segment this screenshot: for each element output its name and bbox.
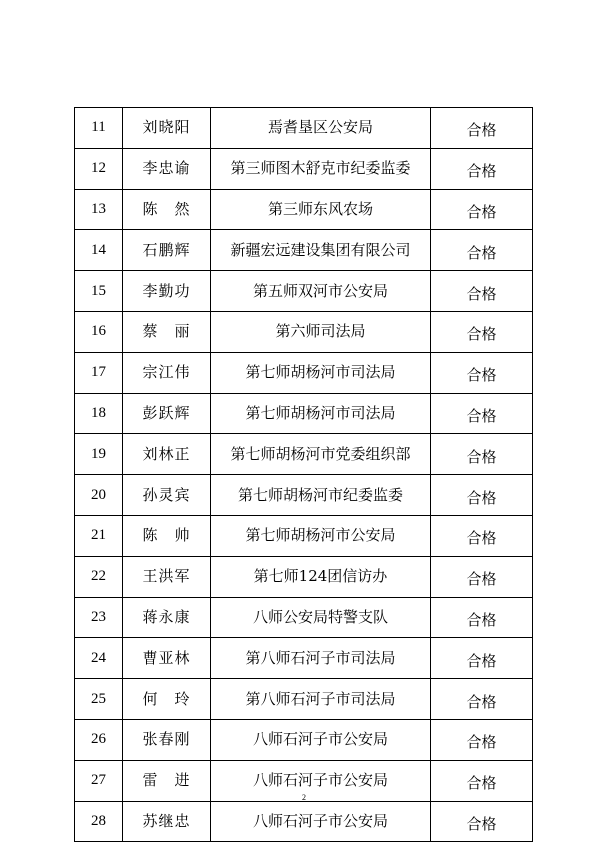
row-number: 25 xyxy=(75,679,123,720)
row-number: 12 xyxy=(75,148,123,189)
work-unit: 第八师石河子市司法局 xyxy=(211,638,431,679)
table-row xyxy=(75,475,533,516)
work-unit: 第七师胡杨河市司法局 xyxy=(211,352,431,393)
table-row xyxy=(75,271,533,312)
row-number: 28 xyxy=(75,801,123,842)
result-status: 合格 xyxy=(431,719,533,760)
result-status: 合格 xyxy=(431,352,533,393)
result-status: 合格 xyxy=(431,475,533,516)
table-row xyxy=(75,638,533,679)
result-status: 合格 xyxy=(431,311,533,352)
result-status: 合格 xyxy=(431,230,533,271)
person-name: 李勤功 xyxy=(123,271,211,312)
row-number: 18 xyxy=(75,393,123,434)
person-name: 蒋永康 xyxy=(123,597,211,638)
result-status: 合格 xyxy=(431,556,533,597)
person-name: 张春刚 xyxy=(123,719,211,760)
row-number: 23 xyxy=(75,597,123,638)
person-name: 刘晓阳 xyxy=(123,108,211,149)
work-unit: 第六师司法局 xyxy=(211,311,431,352)
person-name: 蔡 丽 xyxy=(123,311,211,352)
row-number: 24 xyxy=(75,638,123,679)
row-number: 20 xyxy=(75,475,123,516)
result-status: 合格 xyxy=(431,271,533,312)
result-status: 合格 xyxy=(431,108,533,149)
roster-table-body xyxy=(75,108,533,842)
result-status: 合格 xyxy=(431,679,533,720)
row-number: 16 xyxy=(75,311,123,352)
page-number: 2 xyxy=(302,793,306,802)
work-unit: 焉耆垦区公安局 xyxy=(211,108,431,149)
table-row xyxy=(75,597,533,638)
person-name: 陈 然 xyxy=(123,189,211,230)
work-unit: 八师石河子市公安局 xyxy=(211,760,431,801)
person-name: 刘林正 xyxy=(123,434,211,475)
person-name: 石鹏辉 xyxy=(123,230,211,271)
table-row xyxy=(75,801,533,842)
work-unit: 第七师胡杨河市公安局 xyxy=(211,515,431,556)
result-status: 合格 xyxy=(431,434,533,475)
work-unit: 八师石河子市公安局 xyxy=(211,719,431,760)
result-status: 合格 xyxy=(431,760,533,801)
row-number: 13 xyxy=(75,189,123,230)
result-status: 合格 xyxy=(431,148,533,189)
work-unit: 第八师石河子市司法局 xyxy=(211,679,431,720)
result-status: 合格 xyxy=(431,393,533,434)
row-number: 14 xyxy=(75,230,123,271)
table-row xyxy=(75,556,533,597)
result-status: 合格 xyxy=(431,597,533,638)
row-number: 19 xyxy=(75,434,123,475)
work-unit: 第三师图木舒克市纪委监委 xyxy=(211,148,431,189)
row-number: 26 xyxy=(75,719,123,760)
work-unit: 八师石河子市公安局 xyxy=(211,801,431,842)
person-name: 何 玲 xyxy=(123,679,211,720)
row-number: 21 xyxy=(75,515,123,556)
row-number: 11 xyxy=(75,108,123,149)
person-name: 孙灵宾 xyxy=(123,475,211,516)
work-unit: 第七师胡杨河市纪委监委 xyxy=(211,475,431,516)
work-unit: 第七师胡杨河市党委组织部 xyxy=(211,434,431,475)
table-row xyxy=(75,515,533,556)
person-name: 陈 帅 xyxy=(123,515,211,556)
result-status: 合格 xyxy=(431,189,533,230)
table-row xyxy=(75,679,533,720)
work-unit: 第五师双河市公安局 xyxy=(211,271,431,312)
result-status: 合格 xyxy=(431,515,533,556)
person-name: 李忠谕 xyxy=(123,148,211,189)
row-number: 17 xyxy=(75,352,123,393)
table-row xyxy=(75,434,533,475)
person-name: 曹亚林 xyxy=(123,638,211,679)
table-row xyxy=(75,311,533,352)
table-row xyxy=(75,108,533,149)
row-number: 22 xyxy=(75,556,123,597)
work-unit: 八师公安局特警支队 xyxy=(211,597,431,638)
row-number: 27 xyxy=(75,760,123,801)
result-status: 合格 xyxy=(431,801,533,842)
person-name: 苏继忠 xyxy=(123,801,211,842)
person-name: 宗江伟 xyxy=(123,352,211,393)
table-row xyxy=(75,230,533,271)
roster-table xyxy=(74,107,533,842)
table-row xyxy=(75,352,533,393)
person-name: 雷 进 xyxy=(123,760,211,801)
table-row xyxy=(75,189,533,230)
table-row xyxy=(75,719,533,760)
work-unit: 第三师东风农场 xyxy=(211,189,431,230)
table-row xyxy=(75,148,533,189)
work-unit: 第七师胡杨河市司法局 xyxy=(211,393,431,434)
result-status: 合格 xyxy=(431,638,533,679)
person-name: 彭跃辉 xyxy=(123,393,211,434)
work-unit: 第七师124团信访办 xyxy=(211,556,431,597)
work-unit: 新疆宏远建设集团有限公司 xyxy=(211,230,431,271)
table-row xyxy=(75,393,533,434)
row-number: 15 xyxy=(75,271,123,312)
person-name: 王洪军 xyxy=(123,556,211,597)
